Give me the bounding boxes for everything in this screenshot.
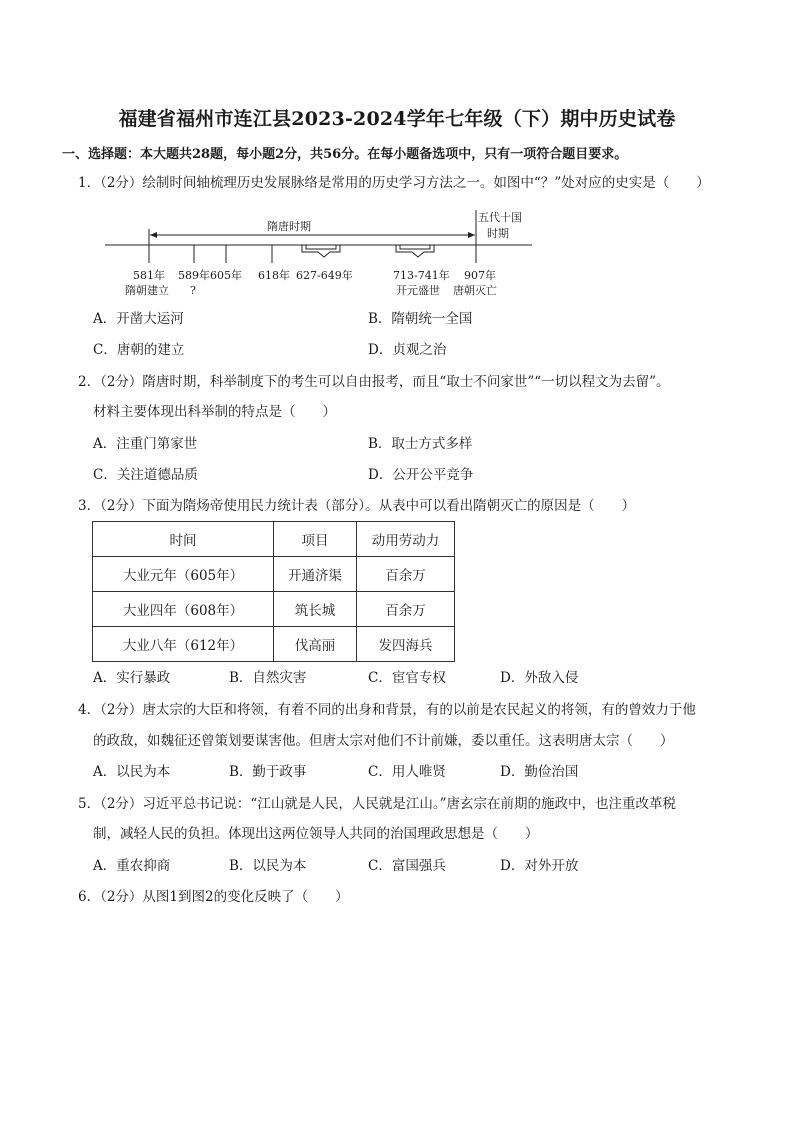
- table-header-row: [93, 522, 455, 557]
- q5-option-d[interactable]: D．对外开放: [500, 858, 579, 874]
- table-cell: 发四海兵: [357, 627, 455, 662]
- table-row: [93, 592, 455, 627]
- question-5-stem-line2: 制，减轻人民的负担。体现出这两位领导人共同的治国理政思想是（ ）: [93, 826, 539, 842]
- question-4-stem-line1: 4．（2分）唐太宗的大臣和将领，有着不同的出身和背景，有的以前是农民起义的将领，有的曾效力于他: [78, 702, 696, 718]
- question-2-stem-line2: 材料主要体现出科举制的特点是（ ）: [93, 404, 336, 420]
- tick-label-581: 581年: [133, 269, 165, 282]
- question-3-stem: 3．（2分）下面为隋炀帝使用民力统计表（部分）。从表中可以看出隋朝灭亡的原因是（ ）: [78, 498, 636, 514]
- sub-label-kaiyuan: 开元盛世: [396, 284, 440, 297]
- q2-option-c[interactable]: C．关注道德品质: [93, 467, 198, 483]
- period-arrow-right-head: [468, 232, 475, 238]
- bracket-713-741-inner: [400, 245, 430, 249]
- q5-option-a[interactable]: A．重农抑商: [93, 858, 171, 874]
- question-2-stem-line1: 2．（2分）隋唐时期，科举制度下的考生可以自由报考，而且“取士不问家世”“一切以程文为去留”。: [78, 374, 670, 390]
- tick-label-589: 589年: [178, 269, 210, 282]
- table-row: [93, 557, 455, 592]
- q4-option-d[interactable]: D．勤俭治国: [500, 764, 579, 780]
- q3-option-c[interactable]: C．宦官专权: [368, 670, 446, 686]
- table-cell: 大业八年（612年）: [93, 627, 274, 662]
- q2-option-b[interactable]: B．取士方式多样: [368, 436, 473, 452]
- table-cell: 大业元年（605年）: [93, 557, 274, 592]
- period-label: 隋唐时期: [267, 220, 311, 233]
- q4-option-c[interactable]: C．用人唯贤: [368, 764, 446, 780]
- tick-label-627-649: 627-649年: [296, 269, 353, 282]
- q2-option-d[interactable]: D．公开公平竞争: [368, 467, 474, 483]
- labor-table: [92, 521, 455, 662]
- tick-label-713-741: 713-741年: [393, 269, 450, 282]
- q3-option-b[interactable]: B．自然灾害: [229, 670, 307, 686]
- later-period-label-2: 时期: [487, 227, 509, 240]
- question-1-stem: 1．（2分）绘制时间轴梳理历史发展脉络是常用的历史学习方法之一。如图中“？”处对应的史实是（ ）: [78, 175, 710, 191]
- q4-option-a[interactable]: A．以民为本: [93, 764, 171, 780]
- q1-option-a[interactable]: A．开凿大运河: [93, 311, 184, 327]
- page-title: 福建省福州市连江县2023-2024学年七年级（下）期中历史试卷: [118, 108, 676, 130]
- table-cell: 开通济渠: [274, 557, 357, 592]
- bracket-713-741: [396, 245, 434, 257]
- tick-label-605: 605年: [210, 269, 242, 282]
- q5-option-b[interactable]: B．以民为本: [229, 858, 307, 874]
- period-arrow-left-head: [150, 232, 157, 238]
- table-header-time: 时间: [93, 522, 274, 557]
- q1-option-b[interactable]: B．隋朝统一全国: [368, 311, 473, 327]
- sub-label-sui-founding: 隋朝建立: [125, 284, 169, 297]
- q3-option-d[interactable]: D．外敌入侵: [500, 670, 579, 686]
- question-5-stem-line1: 5．（2分）习近平总书记说：“江山就是人民，人民就是江山。”唐玄宗在前期的施政中，也注重改革税: [78, 796, 676, 812]
- table-cell: 筑长城: [274, 592, 357, 627]
- table-cell: 百余万: [357, 557, 455, 592]
- table-cell: 大业四年（608年）: [93, 592, 274, 627]
- bracket-627-649: [302, 245, 340, 257]
- table-header-labor: 动用劳动力: [357, 522, 455, 557]
- q1-option-c[interactable]: C．唐朝的建立: [93, 342, 185, 358]
- question-6-stem: 6．（2分）从图1到图2的变化反映了（ ）: [78, 889, 349, 905]
- later-period-label-1: 五代十国: [478, 211, 522, 224]
- q1-option-d[interactable]: D．贞观之治: [368, 342, 447, 358]
- q5-option-c[interactable]: C．富国强兵: [368, 858, 446, 874]
- table-cell: 百余万: [357, 592, 455, 627]
- section-heading: 一、选择题：本大题共28题，每小题2分，共56分。在每小题备选项中，只有一项符合题目要求。: [62, 147, 628, 162]
- question-4-stem-line2: 的政敌，如魏征还曾策划要谋害他。但唐太宗对他们不计前嫌，委以重任。这表明唐太宗（ ）: [93, 733, 674, 749]
- table-cell: 伐高丽: [274, 627, 357, 662]
- sub-label-tang-fall: 唐朝灭亡: [453, 284, 497, 297]
- tick-label-618: 618年: [258, 269, 290, 282]
- table-row: [93, 627, 455, 662]
- timeline-diagram: [100, 205, 540, 300]
- table-header-project: 项目: [274, 522, 357, 557]
- q2-option-a[interactable]: A．注重门第家世: [93, 436, 198, 452]
- q3-option-a[interactable]: A．实行暴政: [93, 670, 171, 686]
- tick-label-907: 907年: [464, 269, 496, 282]
- q4-option-b[interactable]: B．勤于政事: [229, 764, 307, 780]
- bracket-627-649-inner: [306, 245, 336, 249]
- sub-label-question-mark: ?: [190, 284, 196, 297]
